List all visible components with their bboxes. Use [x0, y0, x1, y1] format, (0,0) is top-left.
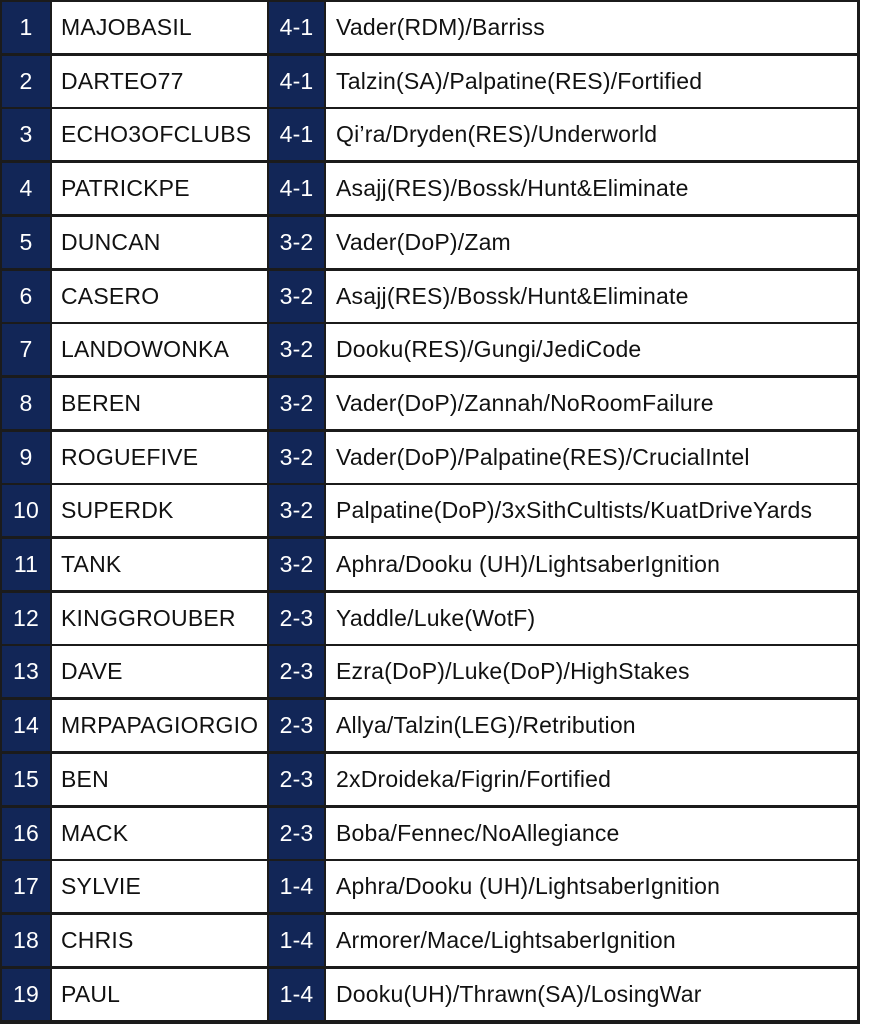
standings-row [0, 54, 860, 108]
standings-row [0, 269, 860, 323]
list-cell: Vader(RDM)/Barriss [326, 2, 857, 53]
standings-row [0, 215, 860, 269]
record-cell: 2-3 [269, 808, 324, 859]
standings-row [0, 698, 860, 752]
record-cell: 4-1 [269, 109, 324, 160]
rank-cell: 18 [2, 915, 50, 966]
player-name-cell: SUPERDK [52, 485, 267, 536]
player-name-cell: BEREN [52, 378, 267, 429]
rank-cell: 19 [2, 969, 50, 1020]
list-cell: Vader(DoP)/Palpatine(RES)/CrucialIntel [326, 432, 857, 483]
player-name-cell: ROGUEFIVE [52, 432, 267, 483]
standings-row [0, 752, 860, 806]
rank-cell: 10 [2, 485, 50, 536]
record-cell: 3-2 [269, 485, 324, 536]
player-name-cell: CASERO [52, 271, 267, 322]
record-cell: 3-2 [269, 432, 324, 483]
standings-row [0, 161, 860, 215]
rank-cell: 15 [2, 754, 50, 805]
rank-cell: 4 [2, 163, 50, 214]
rank-cell: 11 [2, 539, 50, 590]
player-name-cell: CHRIS [52, 915, 267, 966]
standings-row [0, 107, 860, 161]
standings-row [0, 591, 860, 645]
rank-cell: 8 [2, 378, 50, 429]
rank-cell: 5 [2, 217, 50, 268]
rank-cell: 14 [2, 700, 50, 751]
record-cell: 3-2 [269, 324, 324, 375]
player-name-cell: ECHO3OFCLUBS [52, 109, 267, 160]
rank-cell: 6 [2, 271, 50, 322]
list-cell: Qi’ra/Dryden(RES)/Underworld [326, 109, 857, 160]
record-cell: 3-2 [269, 271, 324, 322]
rank-cell: 17 [2, 861, 50, 912]
player-name-cell: DUNCAN [52, 217, 267, 268]
list-cell: Vader(DoP)/Zannah/NoRoomFailure [326, 378, 857, 429]
player-name-cell: DAVE [52, 646, 267, 697]
rank-cell: 7 [2, 324, 50, 375]
rank-cell: 12 [2, 593, 50, 644]
record-cell: 2-3 [269, 754, 324, 805]
player-name-cell: KINGGROUBER [52, 593, 267, 644]
player-name-cell: SYLVIE [52, 861, 267, 912]
record-cell: 1-4 [269, 969, 324, 1020]
list-cell: Vader(DoP)/Zam [326, 217, 857, 268]
standings-row [0, 967, 860, 1021]
record-cell: 1-4 [269, 915, 324, 966]
standings-row [0, 430, 860, 484]
standings-row [0, 537, 860, 591]
standings-row [0, 644, 860, 698]
standings-row [0, 483, 860, 537]
player-name-cell: MRPAPAGIORGIO [52, 700, 267, 751]
record-cell: 2-3 [269, 646, 324, 697]
rank-cell: 3 [2, 109, 50, 160]
standings-row [0, 859, 860, 913]
rank-cell: 2 [2, 56, 50, 107]
rank-cell: 13 [2, 646, 50, 697]
list-cell: Ezra(DoP)/Luke(DoP)/HighStakes [326, 646, 857, 697]
standings-row [0, 913, 860, 967]
player-name-cell: PAUL [52, 969, 267, 1020]
player-name-cell: LANDOWONKA [52, 324, 267, 375]
list-cell: Yaddle/Luke(WotF) [326, 593, 857, 644]
record-cell: 1-4 [269, 861, 324, 912]
list-cell: Dooku(RES)/Gungi/JediCode [326, 324, 857, 375]
list-cell: Talzin(SA)/Palpatine(RES)/Fortified [326, 56, 857, 107]
rank-cell: 16 [2, 808, 50, 859]
list-cell: Asajj(RES)/Bossk/Hunt&Eliminate [326, 271, 857, 322]
player-name-cell: TANK [52, 539, 267, 590]
list-cell: Dooku(UH)/Thrawn(SA)/LosingWar [326, 969, 857, 1020]
rank-cell: 1 [2, 2, 50, 53]
record-cell: 4-1 [269, 56, 324, 107]
list-cell: Asajj(RES)/Bossk/Hunt&Eliminate [326, 163, 857, 214]
standings-row [0, 806, 860, 860]
list-cell: Allya/Talzin(LEG)/Retribution [326, 700, 857, 751]
rank-cell: 9 [2, 432, 50, 483]
record-cell: 4-1 [269, 163, 324, 214]
list-cell: Aphra/Dooku (UH)/LightsaberIgnition [326, 861, 857, 912]
standings-row [0, 0, 860, 54]
record-cell: 3-2 [269, 378, 324, 429]
record-cell: 3-2 [269, 217, 324, 268]
player-name-cell: MAJOBASIL [52, 2, 267, 53]
record-cell: 2-3 [269, 700, 324, 751]
record-cell: 3-2 [269, 539, 324, 590]
list-cell: 2xDroideka/Figrin/Fortified [326, 754, 857, 805]
list-cell: Armorer/Mace/LightsaberIgnition [326, 915, 857, 966]
player-name-cell: PATRICKPE [52, 163, 267, 214]
list-cell: Palpatine(DoP)/3xSithCultists/KuatDriveYards [326, 485, 857, 536]
standings-row [0, 322, 860, 376]
record-cell: 4-1 [269, 2, 324, 53]
record-cell: 2-3 [269, 593, 324, 644]
player-name-cell: BEN [52, 754, 267, 805]
player-name-cell: DARTEO77 [52, 56, 267, 107]
player-name-cell: MACK [52, 808, 267, 859]
standings-row [0, 376, 860, 430]
list-cell: Aphra/Dooku (UH)/LightsaberIgnition [326, 539, 857, 590]
list-cell: Boba/Fennec/NoAllegiance [326, 808, 857, 859]
